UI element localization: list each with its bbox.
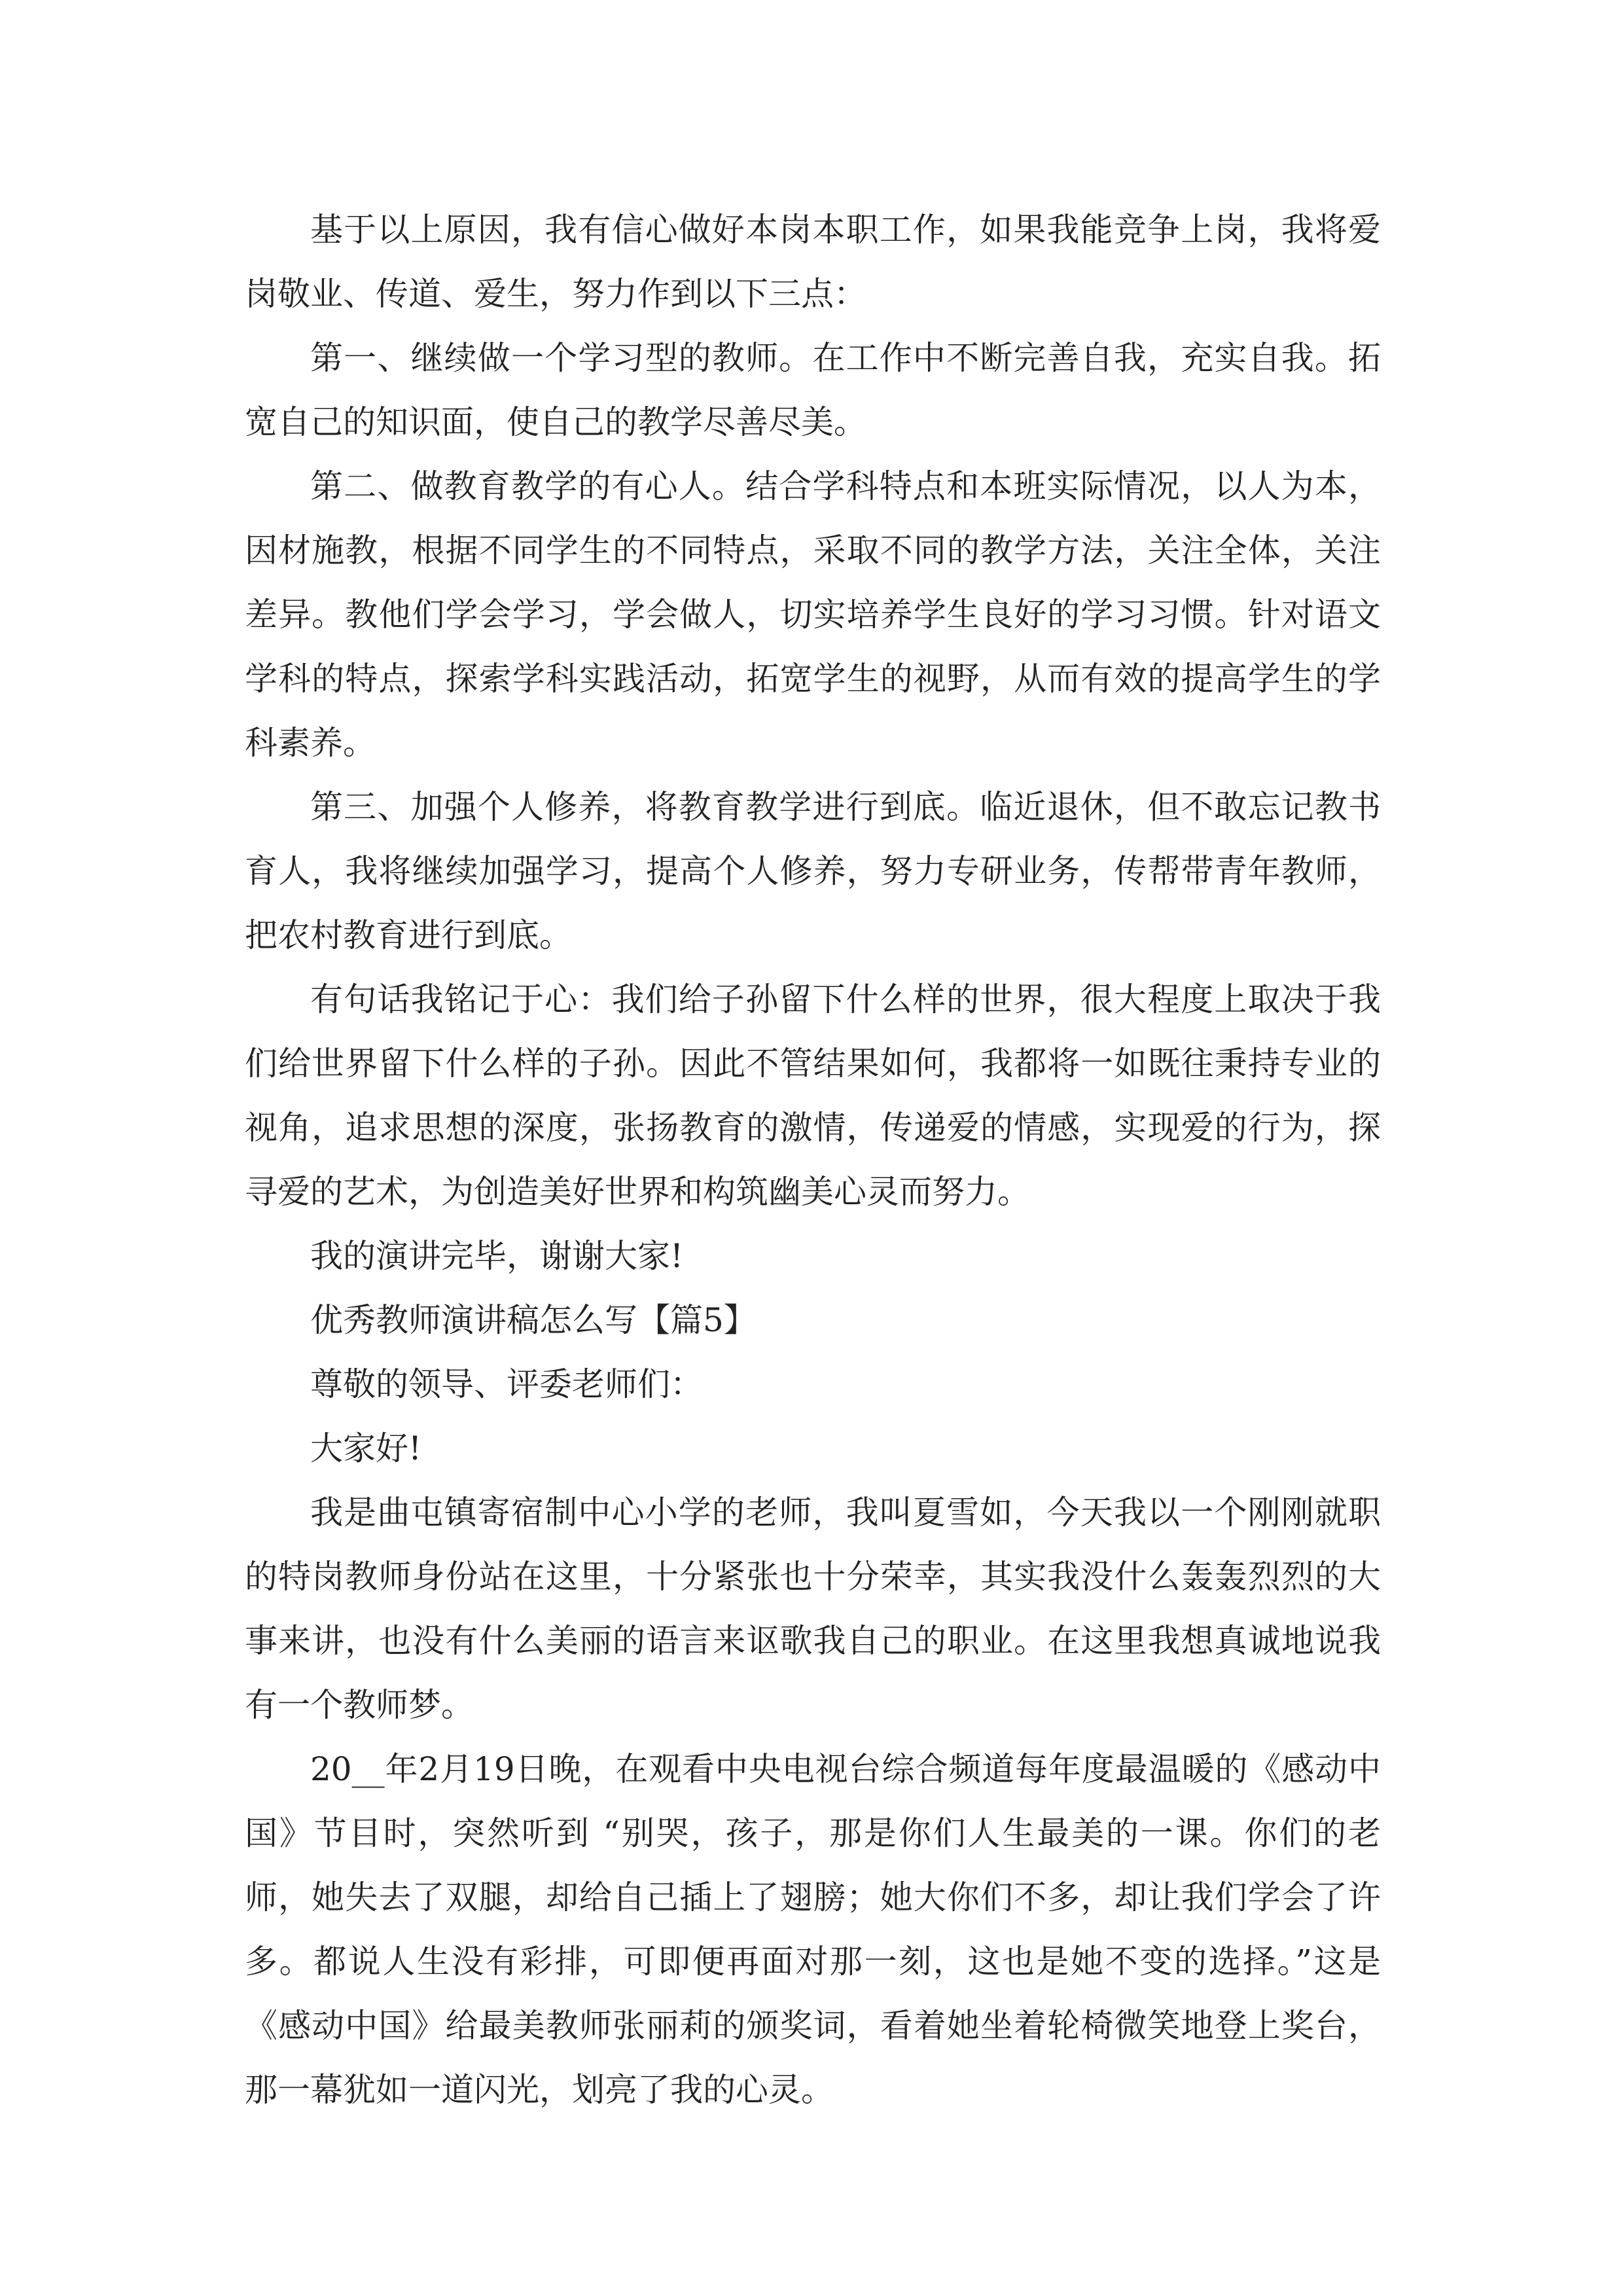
greeting: 大家好! bbox=[310, 1429, 422, 1467]
paragraph-point-two: 第二、做教育教学的有心人。结合学科特点和本班实际情况，以人为本，因材施教，根据不同学生的不同特点，采取不同的教学方法，关注全体，关注差异。教他们学会学习，学会做人，切实培养学生良好的学习习惯。针对语文学科的特点，探索学科实践活动，拓宽学生的视野，从而有效的提高学生的学科素养。 bbox=[245, 467, 1381, 762]
paragraph-reasons: 基于以上原因，我有信心做好本岗本职工作，如果我能竞争上岗，我将爱岗敬业、传道、爱生，努力作到以下三点： bbox=[245, 211, 1381, 313]
paragraph-introduction: 我是曲屯镇寄宿制中心小学的老师，我叫夏雪如，今天我以一个刚刚就职的特岗教师身份站在这里，十分紧张也十分荣幸，其实我没什么轰轰烈烈的大事来讲，也没有什么美丽的语言来讴歌我自己的职业。在这里我想真诚地说我有一个教师梦。 bbox=[245, 1494, 1381, 1724]
paragraph-story: 20__年2月19日晚，在观看中央电视台综合频道每年度最温暖的《感动中国》节目时，突然听到 “别哭，孩子，那是你们人生最美的一课。你们的老师，她失去了双腿，却给自己插上了翅膀；她大你们不多，却让我们学会了许多。都说人生没有彩排，可即便再面对那一刻，这也是她不变的选择。”这是《感动中国》给最美教师张丽莉的颁奖词，看着她坐着轮椅微笑地登上奖台，那一幕犹如一道闪光，划亮了我的心灵。 bbox=[245, 1750, 1381, 2109]
paragraph-closing: 我的演讲完毕，谢谢大家! bbox=[310, 1237, 684, 1275]
paragraph-point-one: 第一、继续做一个学习型的教师。在工作中不断完善自我，充实自我。拓宽自己的知识面，使自己的教学尽善尽美。 bbox=[245, 339, 1381, 441]
document-body bbox=[245, 198, 1381, 2122]
paragraph-motto: 有句话我铭记于心：我们给子孙留下什么样的世界，很大程度上取决于我们给世界留下什么样的子孙。因此不管结果如何，我都将一如既往秉持专业的视角，追求思想的深度，张扬教育的激情，传递爱的情感，实现爱的行为，探寻爱的艺术，为创造美好世界和构筑幽美心灵而努力。 bbox=[245, 980, 1381, 1211]
paragraph-point-three: 第三、加强个人修养，将教育教学进行到底。临近退休，但不敢忘记教书育人，我将继续加强学习，提高个人修养，努力专研业务，传帮带青年教师，把农村教育进行到底。 bbox=[245, 788, 1381, 954]
salutation: 尊敬的领导、评委老师们： bbox=[310, 1365, 703, 1403]
section-heading: 优秀教师演讲稿怎么写【篇5】 bbox=[310, 1301, 757, 1339]
